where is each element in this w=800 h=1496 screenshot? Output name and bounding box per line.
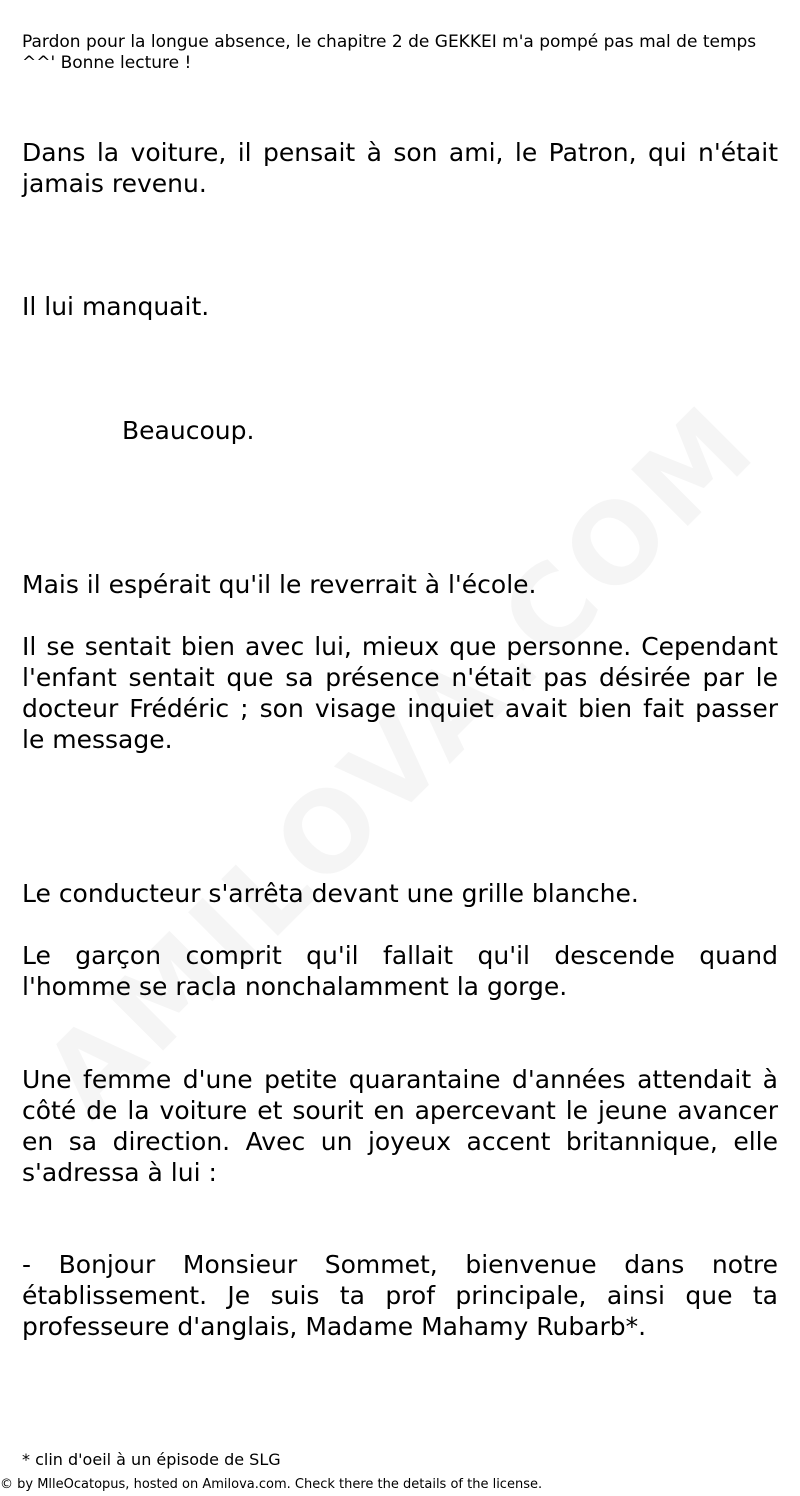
story-paragraph: Il lui manquait. xyxy=(22,292,210,321)
story-paragraph: Le conducteur s'arrêta devant une grille blanche. xyxy=(22,879,639,908)
story-paragraph: - Bonjour Monsieur Sommet, bienvenue dans notre établissement. Je suis ta prof principale, ainsi que ta professeure d'anglais, Madame Mahamy Rubarb*. xyxy=(22,1250,778,1341)
author-note: Pardon pour la longue absence, le chapitre 2 de GEKKEI m'a pompé pas mal de temps ^^' Bonne lecture ! xyxy=(22,32,757,73)
story-paragraph: Il se sentait bien avec lui, mieux que personne. Cependant l'enfant sentait que sa présence n'était pas désirée par le docteur Frédéric ; son visage inquiet avait bien fait passer le message. xyxy=(22,632,778,754)
story-paragraph: Dans la voiture, il pensait à son ami, le Patron, qui n'était jamais revenu. xyxy=(22,138,778,198)
watermark-text xyxy=(19,379,780,1140)
story-paragraph: Le garçon comprit qu'il fallait qu'il descende quand l'homme se racla nonchalamment la gorge. xyxy=(22,941,778,1001)
footnote: * clin d'oeil à un épisode de SLG xyxy=(22,1450,281,1469)
story-paragraph: Beaucoup. xyxy=(122,416,255,445)
license-notice: © by MlleOcatopus, hosted on Amilova.com. Check there the details of the license. xyxy=(0,1477,543,1492)
story-paragraph: Mais il espérait qu'il le reverrait à l'école. xyxy=(22,570,537,599)
story-paragraph: Une femme d'une petite quarantaine d'années attendait à côté de la voiture et sourit en apercevant le jeune avancer en sa direction. Avec un joyeux accent britannique, elle s'adressa à lui : xyxy=(22,1065,778,1187)
